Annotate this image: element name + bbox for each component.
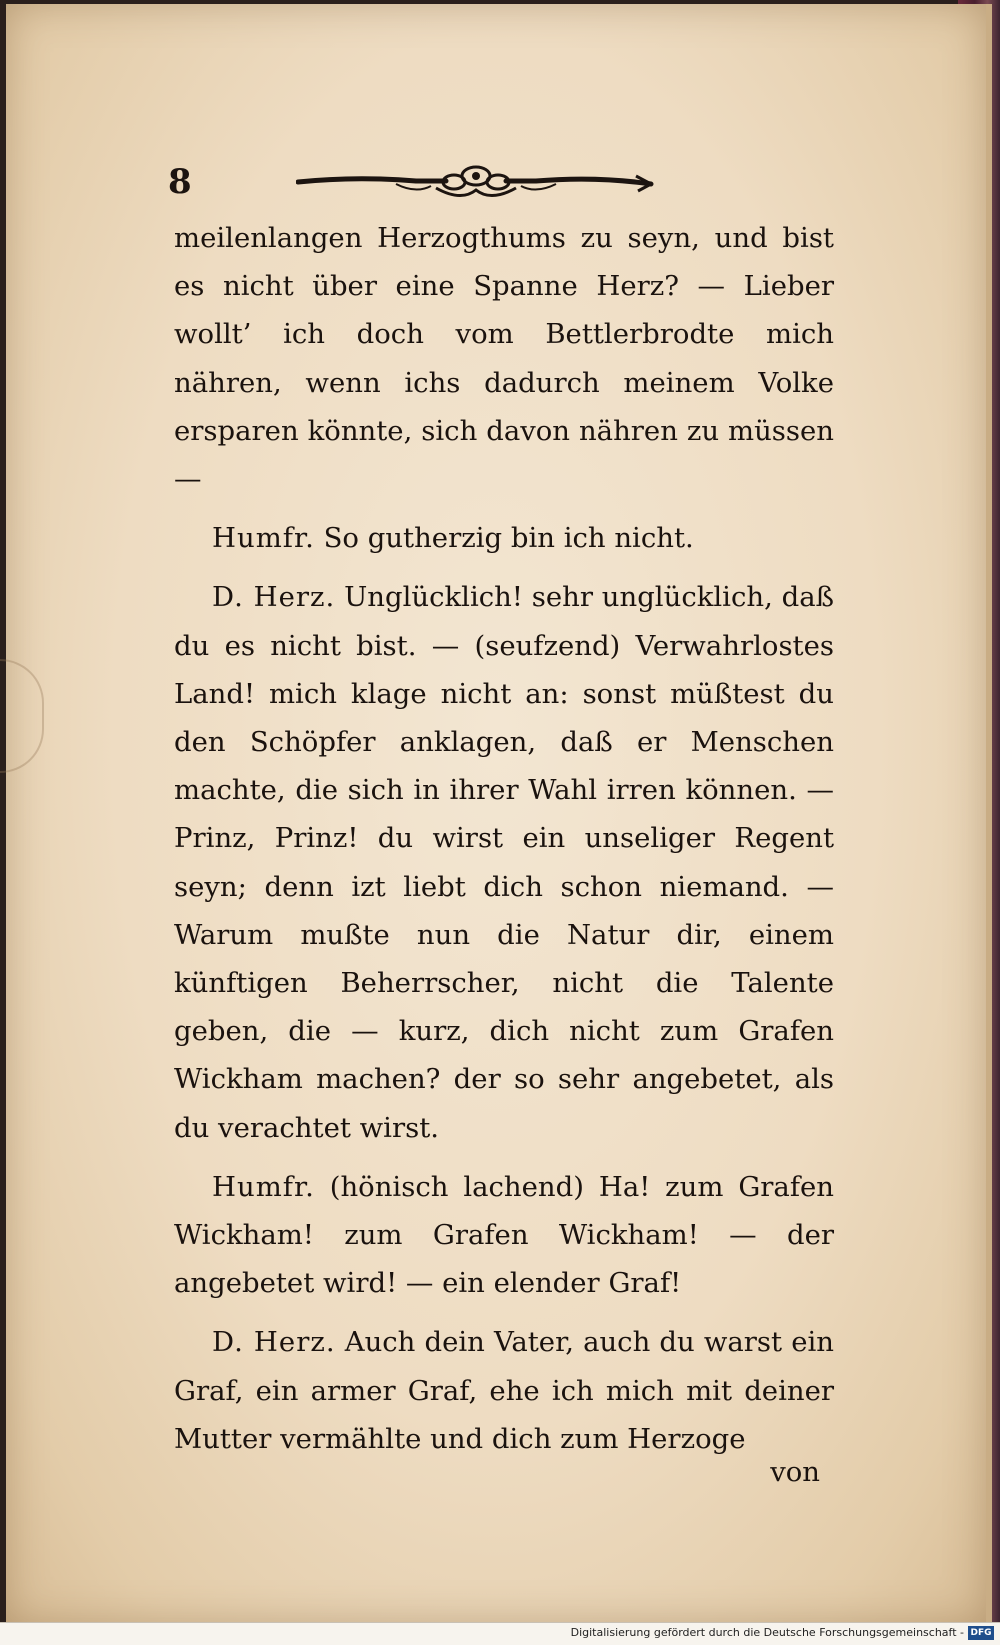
speech-paragraph (174, 573, 834, 1151)
page-header (168, 162, 688, 206)
text-block (174, 214, 834, 1474)
dfg-logo-icon: DFG (968, 1626, 994, 1640)
paragraph-text: meilenlangen Herzogthums zu seyn, und bist es nicht über eine Spanne Herz? — Lieber wollt’ ich doch vom Bettlerbrodte mich nähren, wenn ichs dadurch meinem Volke ersparen könnte, sich davon nähren zu müssen — (174, 222, 834, 496)
speech-paragraph (174, 1318, 834, 1463)
speaker-name: Humfr. (212, 1170, 315, 1203)
speaker-name: D. Herz. (212, 581, 336, 614)
speaker-name: D. Herz. (212, 1326, 336, 1359)
speaker-name: Humfr. (212, 522, 315, 555)
footer-bar (0, 1622, 1000, 1645)
speech-text: (hönisch lachend) Ha! zum Grafen Wickham! zum Grafen Wickham! — der angebetet wird! — ein elender Graf! (174, 1170, 834, 1300)
speech-paragraph (174, 1163, 834, 1308)
speech-text: Auch dein Vater, auch du warst ein Graf, ein armer Graf, ehe ich mich mit deiner Mutter vermählte und dich zum Herzoge (174, 1326, 834, 1455)
paragraph (174, 214, 834, 503)
page-clip-mark (0, 659, 44, 773)
book-page (6, 4, 992, 1624)
catchword: von (770, 1456, 820, 1488)
speech-paragraph (174, 514, 834, 562)
speech-text: Unglücklich! sehr unglücklich, daß du es nicht bist. — (seufzend) Verwahrlostes Land! mich klage nicht an: sonst müßtest du den Schöpfer anklagen, daß er Menschen machte, die sich in ihrer Wahl irren können. — Prinz, Prinz! du wirst ein unseliger Regent seyn; denn izt liebt dich schon niemand. — Warum mußte nun die Natur dir, einem künftigen Beherrscher, nicht die Talente geben, die — kurz, dich nicht zum Grafen Wickham machen? der so sehr angebetet, als du verachtet wirst. (174, 581, 835, 1144)
page-number: 8 (168, 162, 192, 202)
speech-text: So gutherzig bin ich nicht. (323, 522, 694, 555)
footer-credit: Digitalisierung gefördert durch die Deutsche Forschungsgemeinschaft - (570, 1626, 964, 1639)
decorative-ornament-icon (296, 164, 656, 204)
